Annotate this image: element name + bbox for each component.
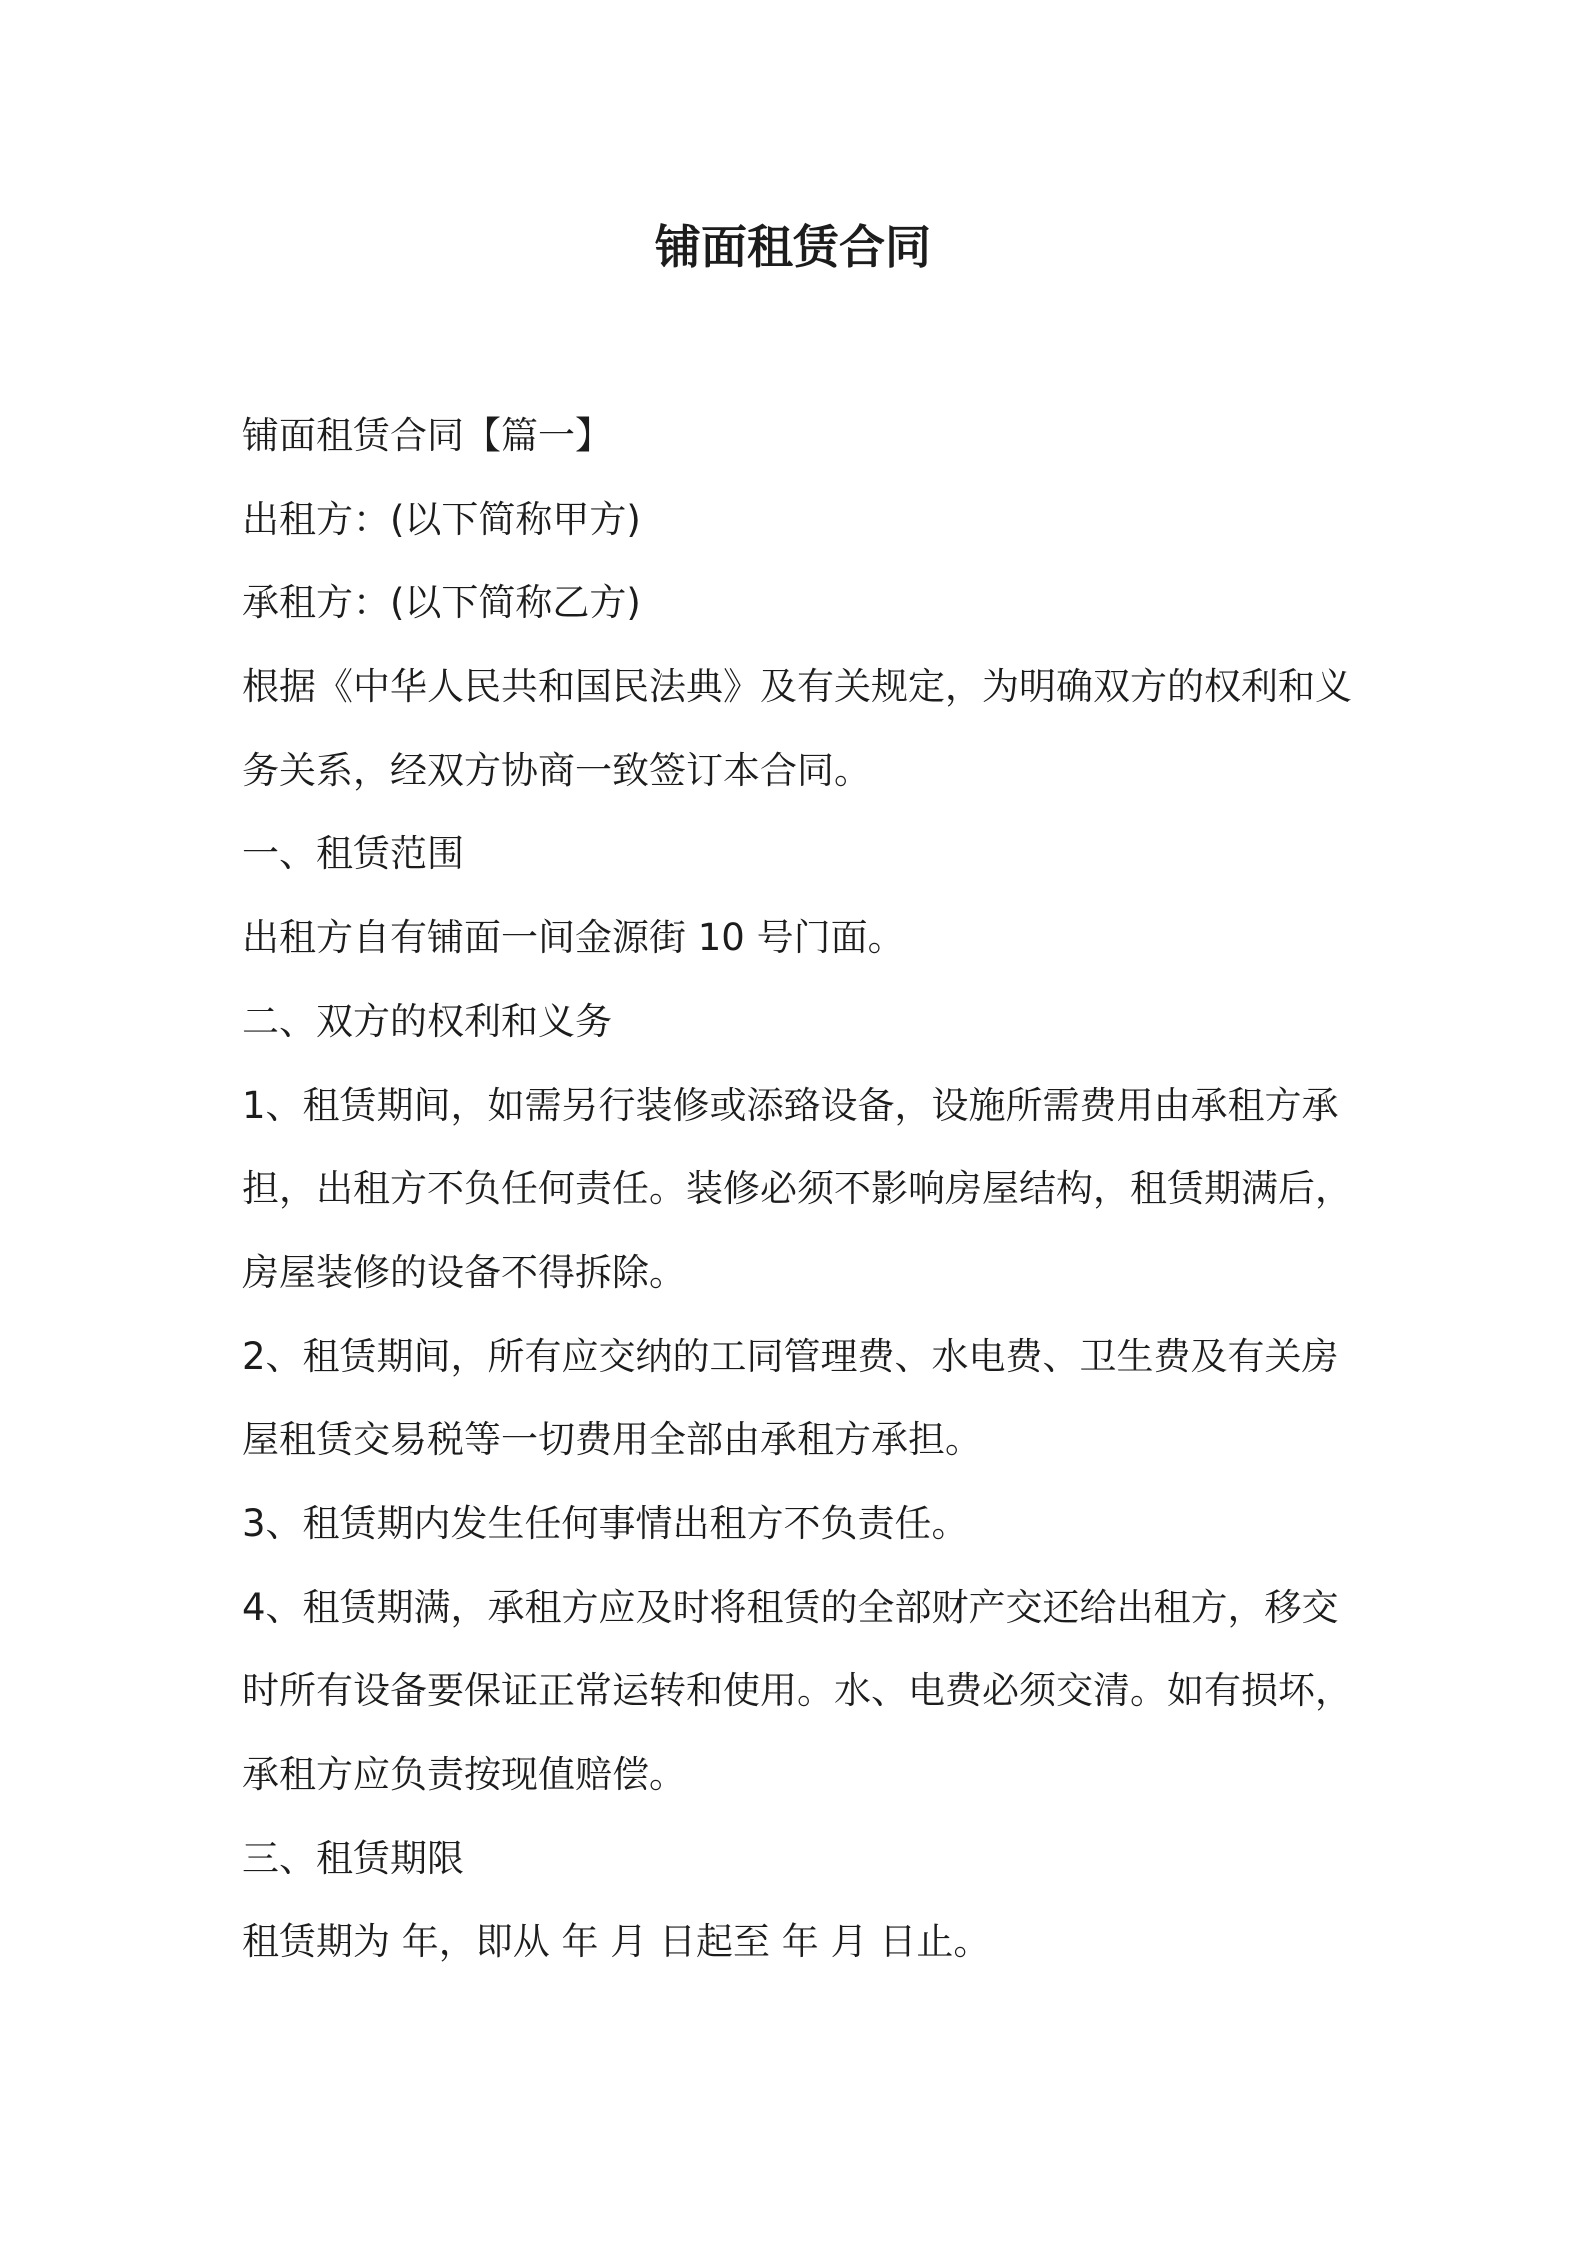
clause-4 bbox=[242, 1566, 1382, 1817]
text-line: 3、租赁期内发生任何事情出租方不负责任。 bbox=[242, 1501, 969, 1545]
document-body bbox=[242, 394, 1382, 1984]
clause-1 bbox=[242, 1064, 1382, 1315]
text-line: 铺面租赁合同【篇一】 bbox=[242, 414, 612, 457]
text-line: 出租方：(以下简称甲方) bbox=[242, 497, 641, 541]
text-line: 三、租赁期限 bbox=[242, 1836, 464, 1880]
lessee-line bbox=[242, 561, 1382, 645]
scope-paragraph bbox=[242, 896, 1382, 980]
text-line: 出租方自有铺面一间金源街 10 号门面。 bbox=[242, 916, 905, 960]
text-line: 一、租赁范围 bbox=[242, 832, 464, 876]
text-line: 4、租赁期满，承租方应及时将租赁的全部财产交还给出租方，移交 bbox=[242, 1585, 1339, 1629]
clause-2 bbox=[242, 1315, 1382, 1482]
section-heading-part-one bbox=[242, 394, 1382, 478]
section-heading-rights bbox=[242, 980, 1382, 1064]
text-line: 承租方应负责按现值赔偿。 bbox=[242, 1753, 686, 1796]
text-line: 屋租赁交易税等一切费用全部由承租方承担。 bbox=[242, 1418, 982, 1462]
preamble-paragraph bbox=[242, 645, 1382, 812]
text-line: 1、租赁期间，如需另行装修或添臵设备，设施所需费用由承租方承 bbox=[242, 1083, 1339, 1127]
text-line: 担，出租方不负任何责任。装修必须不影响房屋结构，租赁期满后， bbox=[242, 1167, 1352, 1211]
text-line: 2、租赁期间，所有应交纳的工同管理费、水电费、卫生费及有关房 bbox=[242, 1334, 1339, 1378]
section-heading-term bbox=[242, 1817, 1382, 1901]
section-heading-scope bbox=[242, 812, 1382, 896]
lessor-line bbox=[242, 478, 1382, 562]
document-title: 铺面租赁合同 bbox=[655, 220, 931, 274]
text-line: 二、双方的权利和义务 bbox=[242, 999, 612, 1043]
text-line: 承租方：(以下简称乙方) bbox=[242, 581, 641, 625]
text-line: 租赁期为 年，即从 年 月 日起至 年 月 日止。 bbox=[242, 1920, 991, 1964]
clause-3 bbox=[242, 1482, 1382, 1566]
term-paragraph bbox=[242, 1900, 1382, 1984]
text-line: 房屋装修的设备不得拆除。 bbox=[242, 1250, 686, 1294]
text-line: 时所有设备要保证正常运转和使用。水、电费必须交清。如有损坏， bbox=[242, 1669, 1352, 1713]
text-line: 务关系，经双方协商一致签订本合同。 bbox=[242, 748, 871, 792]
text-line: 根据《中华人民共和国民法典》及有关规定，为明确双方的权利和义 bbox=[242, 665, 1352, 709]
